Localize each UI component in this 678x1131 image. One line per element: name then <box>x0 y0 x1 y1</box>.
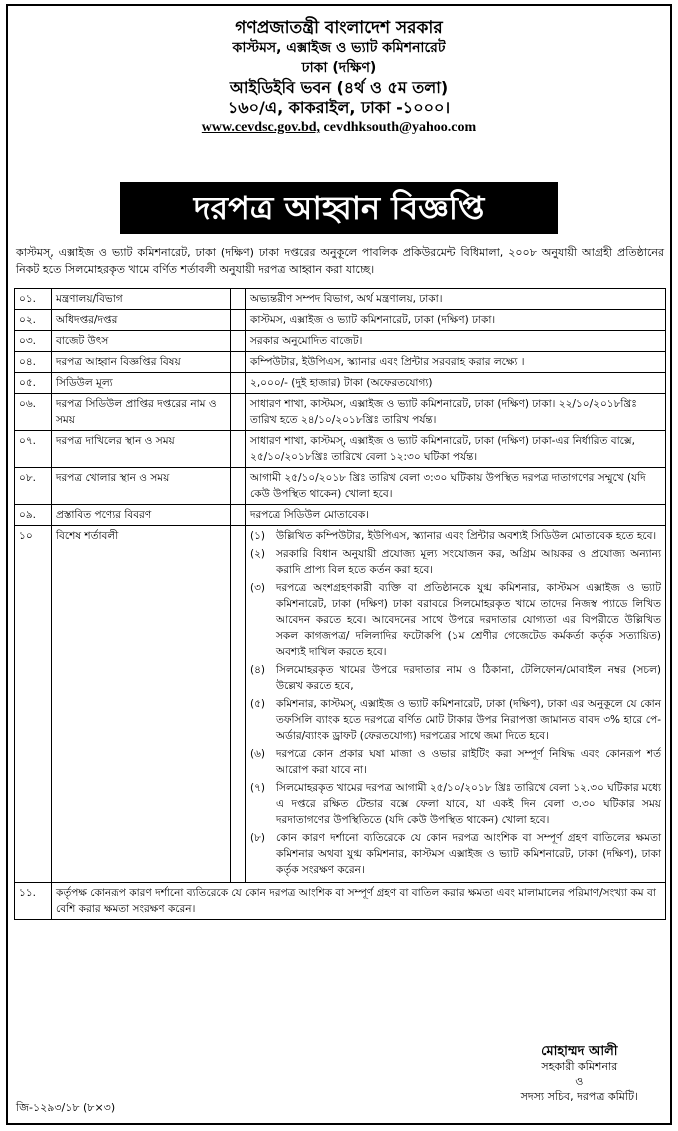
signatory-role: সদস্য সচিব, দরপত্র কমিটি। <box>520 1090 638 1103</box>
row-value: ২,০০০/- (দুই হাজার) টাকা (অফেরতযোগ্য) <box>246 373 666 394</box>
row-number: ০৭. <box>15 431 52 468</box>
row-label: বাজেট উৎস <box>52 331 231 352</box>
row-number: ১১. <box>15 883 52 920</box>
row-number: ০৪. <box>15 352 52 373</box>
condition-text: দরপত্রে কোন প্রকার ঘষা মাজা ও ওভার রাইটিং করা সম্পূর্ণ নিষিদ্ধ এবং কোনরূপ শর্ত আরোপ করা যাবে না। <box>276 748 661 776</box>
row-value: সাধারণ শাখা, কাস্টমস, এক্সাইজ ও ভ্যাট কমিশনারেট, ঢাকা (দক্ষিণ) ঢাকা। ২২/১০/২০১৮খ্রিঃ তারিখ হতে ২৪/১০/২০১৮খ্রিঃ তারিখ পর্যন্ত। <box>246 394 666 431</box>
condition-number: (১) <box>250 530 266 542</box>
row-separator <box>231 331 246 352</box>
table-row <box>15 394 666 431</box>
condition-text: দরপত্রে অংশগ্রহণকারী ব্যক্তি বা প্রতিষ্ঠানকে যুগ্ম কমিশনার, কাস্টমস এক্সাইজ ও ভ্যাট কমিশনারেট, ঢাকা (দক্ষিণ) ঢাকা বরাবরে সিলমোহরকৃত খামে তাদের নিজস্ব প্যাডে লিখিত আবেদন করতে হবে। আবেদনের সাথে উপরে দরদাতার যোগ্যতা এর বিপরীতে উল্লিখিত সকল কাগজপত্র/ দলিলাদির ফটোকপি (১ম শ্রেণীর গেজেটেড কর্মকর্তা কর্তৃক সত্যায়িত) অবশ্যই দাখিল করতে হবে। <box>276 582 661 658</box>
row-separator <box>231 310 246 331</box>
letterhead <box>0 18 678 138</box>
row-value: দরপত্রে সিডিউল মোতাবেক। <box>246 505 666 526</box>
government-name: গণপ্রজাতন্ত্রী বাংলাদেশ সরকার <box>235 18 443 38</box>
condition-text: কমিশনার, কাস্টমস্‌, এক্সাইজ ও ভ্যাট কমিশনারেট, ঢাকা (দক্ষিণ), ঢাকা এর অনুকূলে যে কোন তফসিলি ব্যাংক হতে দরপত্রে বর্ণিত মোট টাকার উপর নিরাপত্তা জামানত বাবদ ৩% হারে পে-অর্ডার/ব্যাংক ড্রাফট (ফেরতযোগ্য) দরপত্রের সাথে জমা দিতে হবে। <box>276 698 661 742</box>
conditions-list <box>250 528 661 878</box>
signatory-conjunction: ও <box>575 1075 584 1088</box>
row-label: দরপত্র খোলার স্থান ও সময় <box>52 468 231 505</box>
condition-number: (৮) <box>250 832 266 844</box>
row-number: ১০ <box>15 526 52 883</box>
condition-text: সরকারি বিধান অনুযায়ী প্রযোজ্য মূল্য সংযোজন কর, অগ্রিম আয়কর ও প্রযোজ্য অন্যান্য করাদি প্রাপ্য বিল হতে কর্তন করা হবে। <box>276 548 661 576</box>
row-label: দরপত্র দাখিলের স্থান ও সময় <box>52 431 231 468</box>
row-number: ০৫. <box>15 373 52 394</box>
condition-number: (৩) <box>250 582 266 594</box>
tender-details-body <box>15 289 666 920</box>
row-label: দরপত্র আহ্বান বিজ্ঞপ্তির বিষয় <box>52 352 231 373</box>
row-separator <box>231 373 246 394</box>
condition-item <box>250 696 661 744</box>
row-number: ০১. <box>15 289 52 310</box>
final-clause-text: কর্তৃপক্ষ কোনরূপ কারণ দর্শানো ব্যতিরেকে যে কোন দরপত্র আংশিক বা সম্পূর্ণ গ্রহণ বা বাতিল করার ক্ষমতা এবং মালামালের পরিমাণ/সংখ্যা কম বা বেশি করার ক্ষমতা সংরক্ষণ করেন। <box>52 883 666 920</box>
commissionerate-region: ঢাকা (দক্ষিণ) <box>301 60 377 76</box>
row-separator <box>231 394 246 431</box>
condition-item <box>250 662 661 694</box>
condition-number: (২) <box>250 548 266 560</box>
row-value: কম্পিউটার, ইউপিএস, স্ক্যানার এবং প্রিন্টার সরবরাহ করার লক্ষ্যে । <box>246 352 666 373</box>
notice-title-banner: দরপত্র আহ্বান বিজ্ঞপ্তি <box>120 182 558 234</box>
row-number: ০৩. <box>15 331 52 352</box>
row-value: সাধারণ শাখা, কাস্টমস্‌, এক্সাইজ ও ভ্যাট কমিশনারেট, ঢাকা (দক্ষিণ) ঢাকা-এর নির্ধারিত বাক্সে, ২৫/১০/২০১৮খ্রিঃ তারিখে বেলা ১২:৩০ ঘটিকা পর্যন্ত। <box>246 431 666 468</box>
signatory-name: মোহাম্মদ আলী <box>541 1044 618 1059</box>
row-value: অভ্যন্তরীণ সম্পদ বিভাগ, অর্থ মন্ত্রণালয়, ঢাকা। <box>246 289 666 310</box>
table-row <box>15 352 666 373</box>
condition-item <box>250 580 661 660</box>
address: ১৬০/এ, কাকরাইল, ঢাকা -১০০০। <box>227 98 451 117</box>
condition-number: (৬) <box>250 748 266 760</box>
signature-block <box>521 1044 638 1104</box>
table-row <box>15 431 666 468</box>
row-value: সরকার অনুমোদিত বাজেট। <box>246 331 666 352</box>
row-value: কাস্টমস, এক্সাইজ ও ভ্যাট কমিশনারেট, ঢাকা (দক্ষিণ) ঢাকা। <box>246 310 666 331</box>
row-separator <box>231 505 246 526</box>
row-separator <box>231 468 246 505</box>
row-label: বিশেষ শর্তাবলী <box>52 526 231 883</box>
email-address[interactable]: cevdhksouth@yahoo.com <box>323 120 477 135</box>
building-name: আইডিইবি ভবন (৪র্থ ও ৫ম তলা) <box>229 78 449 97</box>
row-label: অধিদপ্তর/দপ্তর <box>52 310 231 331</box>
condition-item <box>250 746 661 778</box>
condition-text: সিলমোহরকৃত খামের দরপত্র আগামী ২৫/১০/২০১৮ খ্রিঃ তারিখে বেলা ১২.৩০ ঘটিকার মধ্যে এ দপ্তরে রক্ষিত টেন্ডার বক্সে ফেলা যাবে, যা একই দিন বেলা ৩.৩০ ঘটিকার সময় দরদাতাগণের উপস্থিতিতে (যদি কেউ উপস্থিত থাকেন) খোলা হবে। <box>276 782 661 826</box>
row-separator <box>231 352 246 373</box>
table-row <box>15 468 666 505</box>
row-number: ০৮. <box>15 468 52 505</box>
conditions-list-cell <box>246 526 666 883</box>
condition-text: কোন কারণ দর্শানো ব্যতিরেকে যে কোন দরপত্র আংশিক বা সম্পূর্ণ গ্রহণ বাতিলের ক্ষমতা কমিশনার অথবা যুগ্ম কমিশনার, কাস্টমস এক্সাইজ ও ভ্যাট কমিশনারেট, ঢাকা (দক্ষিণ), ঢাকা কর্তৃক সংরক্ষণ করেন। <box>276 832 661 876</box>
row-label: দরপত্র সিডিউল প্রাপ্তির দপ্তরের নাম ও সময় <box>52 394 231 431</box>
condition-number: (৪) <box>250 664 266 676</box>
condition-text: সিলমোহরকৃত খামের উপরে দরদাতার নাম ও ঠিকানা, টেলিফোন/মোবাইল নম্বর (সচল) উল্লেখ করতে হবে, <box>276 664 661 692</box>
signatory-designation: সহকারী কমিশনার <box>541 1060 618 1073</box>
condition-number: (৭) <box>250 782 266 794</box>
row-number: ০৬. <box>15 394 52 431</box>
tender-details-table <box>14 288 666 920</box>
row-number: ০২. <box>15 310 52 331</box>
condition-item <box>250 780 661 828</box>
row-separator <box>231 289 246 310</box>
row-label: সিডিউল মূল্য <box>52 373 231 394</box>
final-clause-row <box>15 883 666 920</box>
contact-line <box>0 118 678 138</box>
row-value: আগামী ২৫/১০/২০১৮ খ্রিঃ তারিখ বেলা ৩:৩০ ঘটিকায় উপস্থিত দরপত্র দাতাগণের সম্মুখে (যদি কেউ উপস্থিত থাকেন) খোলা হবে। <box>246 468 666 505</box>
row-number: ০৯. <box>15 505 52 526</box>
row-label: মন্ত্রণালয়/বিভাগ <box>52 289 231 310</box>
row-separator <box>231 431 246 468</box>
table-row <box>15 373 666 394</box>
condition-text: উল্লিখিত কম্পিউটার, ইউপিএস, স্ক্যানার এবং প্রিন্টার অবশ্যই সিডিউল মোতাবেক হতে হবে। <box>276 530 657 542</box>
condition-item <box>250 830 661 878</box>
commissionerate-name: কাস্টমস, এক্সাইজ ও ভ্যাট কমিশনারেট <box>232 40 446 56</box>
condition-item <box>250 528 661 544</box>
condition-item <box>250 546 661 578</box>
table-row <box>15 505 666 526</box>
table-row <box>15 310 666 331</box>
condition-number: (৫) <box>250 698 266 710</box>
website-link[interactable]: www.cevdsc.gov.bd, <box>201 120 321 135</box>
conditions-row <box>15 526 666 883</box>
row-separator <box>231 526 246 883</box>
table-row <box>15 289 666 310</box>
row-label: প্রস্তাবিত পণ্যের বিবরণ <box>52 505 231 526</box>
reference-number: জি-১২৯৩/১৮ (৮×৩) <box>16 1101 116 1114</box>
intro-paragraph: কাস্টমস্‌, এক্সাইজ ও ভ্যাট কমিশনারেট, ঢাকা (দক্ষিণ) ঢাকা দপ্তরের অনুকূলে পাবলিক প্রকিউরমেন্ট বিধিমালা, ২০০৮ অনুযায়ী আগ্রহী প্রতিষ্ঠানের নিকট হতে সিলমোহরকৃত খামে বর্ণিত শর্তাবলী অনুযায়ী দরপত্র আহ্বান করা যাচ্ছে। <box>16 246 664 276</box>
table-row <box>15 331 666 352</box>
